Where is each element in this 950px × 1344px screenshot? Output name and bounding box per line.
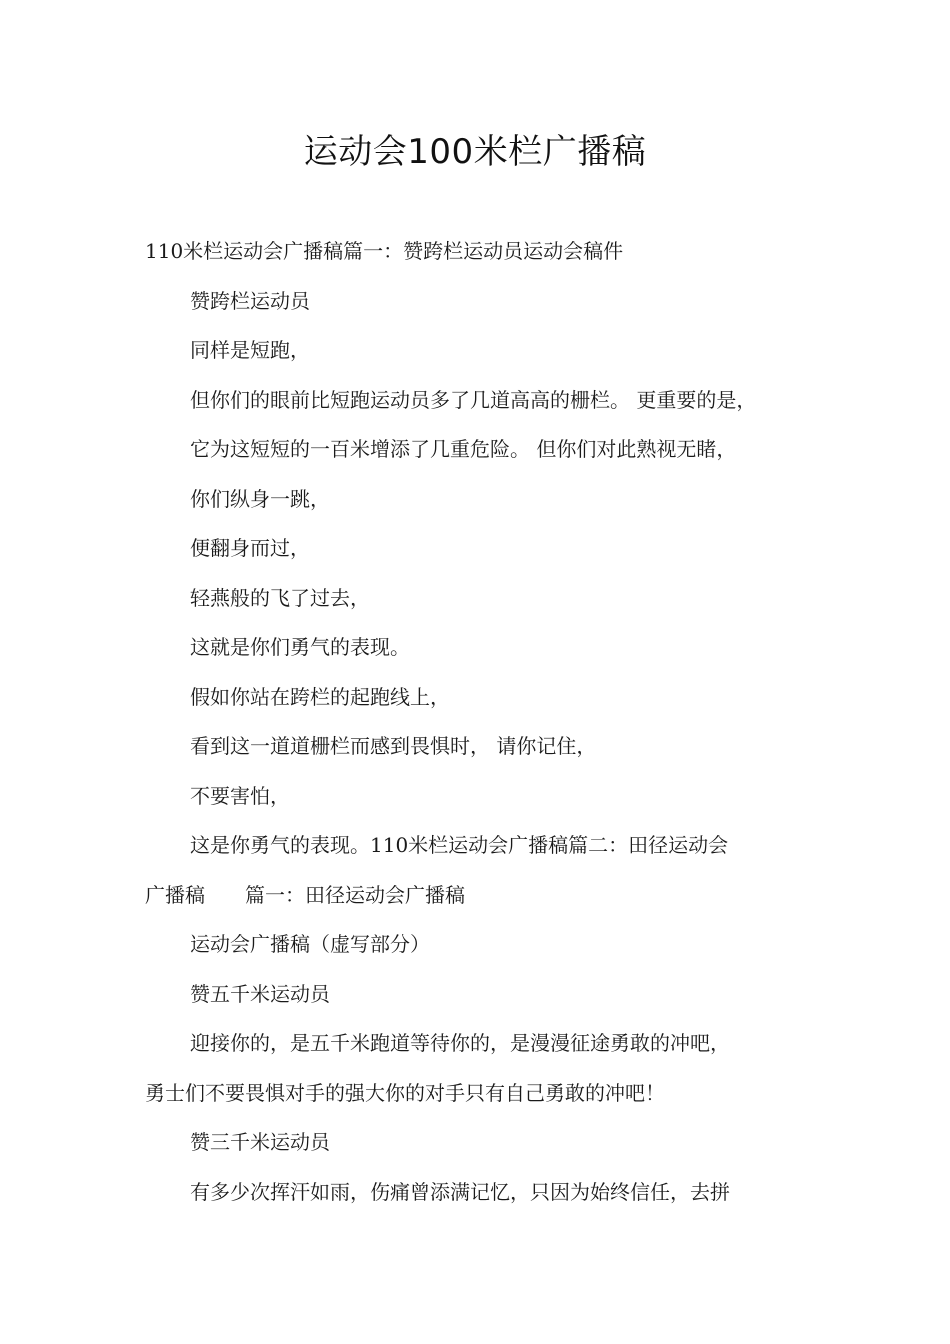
paragraph-line: 广播稿 篇一：田径运动会广播稿 xyxy=(145,882,465,907)
paragraph-line: 便翻身而过， xyxy=(190,536,310,560)
paragraph-line: 你们纵身一跳， xyxy=(190,486,330,511)
paragraph-line: 这就是你们勇气的表现。 xyxy=(190,635,410,659)
paragraph-line: 迎接你的，是五千米跑道等待你的，是漫漫征途勇敢的冲吧， xyxy=(190,1031,730,1055)
paragraph-line: 赞五千米运动员 xyxy=(190,981,330,1006)
paragraph-line: 运动会广播稿（虚写部分） xyxy=(190,932,430,956)
paragraph-line: 同样是短跑， xyxy=(190,338,310,362)
paragraph-line: 这是你勇气的表现。110米栏运动会广播稿篇二：田径运动会 xyxy=(190,833,729,857)
paragraph-line: 但你们的眼前比短跑运动员多了几道高高的栅栏。 更重要的是， xyxy=(190,387,757,412)
paragraph-line: 赞三千米运动员 xyxy=(190,1130,330,1154)
paragraph-line: 轻燕般的飞了过去， xyxy=(190,585,370,610)
paragraph-line: 假如你站在跨栏的起跑线上， xyxy=(190,684,450,709)
paragraph-line: 看到这一道道栅栏而感到畏惧时， 请你记住， xyxy=(190,734,597,758)
paragraph-line: 勇士们不要畏惧对手的强大你的对手只有自己勇敢的冲吧！ xyxy=(145,1080,665,1105)
document-title: 运动会100米栏广播稿 xyxy=(303,132,647,172)
paragraph-line: 赞跨栏运动员 xyxy=(190,288,310,313)
paragraph-line: 不要害怕， xyxy=(190,783,290,808)
paragraph-line: 110米栏运动会广播稿篇一：赞跨栏运动员运动会稿件 xyxy=(145,239,624,263)
paragraph-line: 它为这短短的一百米增添了几重危险。 但你们对此熟视无睹， xyxy=(190,437,737,461)
paragraph-line: 有多少次挥汗如雨，伤痛曾添满记忆，只因为始终信任，去拼 xyxy=(190,1179,730,1204)
